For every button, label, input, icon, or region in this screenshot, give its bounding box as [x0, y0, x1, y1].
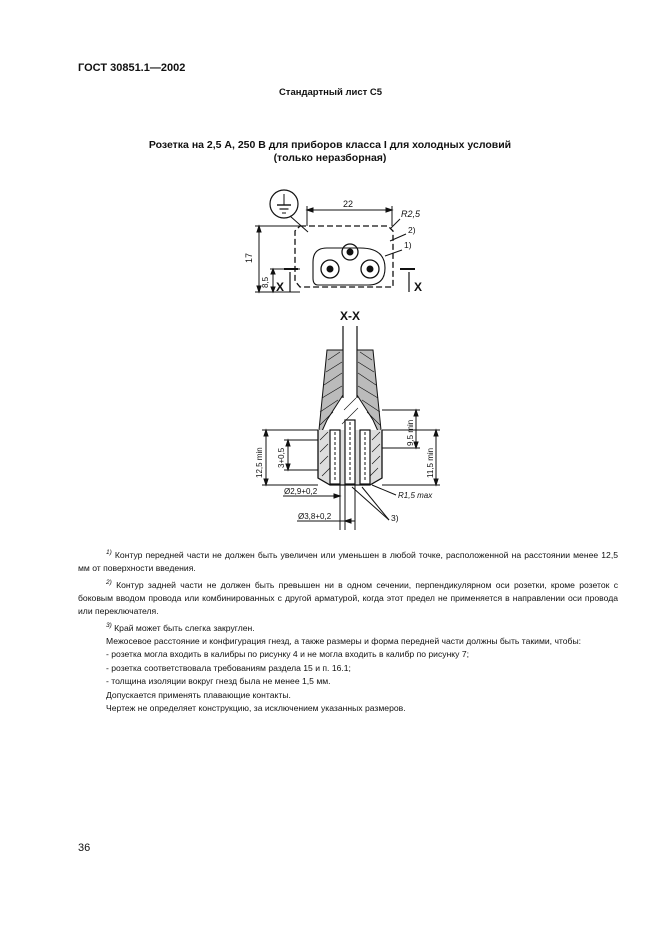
section-radius: R1,5 max: [398, 491, 433, 500]
sheet-label: Стандартный лист С5: [278, 87, 383, 98]
dim-pin-depth: 3+0,5: [277, 447, 286, 468]
dim-outer: Ø3,8+0,2: [298, 512, 332, 521]
section-mark-right: X: [414, 280, 423, 294]
top-view: [244, 190, 422, 294]
page-number: 36: [78, 842, 91, 854]
section-view: [255, 309, 440, 530]
notes-block: [78, 546, 618, 715]
dim-side: 11,5 min: [426, 447, 435, 478]
note-3-label: 3): [391, 513, 399, 523]
radius-label: R2,5: [401, 209, 421, 219]
list-item: - толщина изоляции вокруг гнезд была не менее 1,5 мм.: [106, 676, 331, 687]
dim-width: 22: [342, 199, 354, 209]
footnote-3: $^{3)}$ Край может быть слегка закруглен.: [106, 621, 255, 633]
floating-contacts-paragraph: Допускается применять плавающие контакты.: [106, 689, 291, 700]
title-line-1: Розетка на 2,5 А, 250 В для приборов класса I для холодных условий: [148, 139, 512, 151]
note-2-label: 2): [408, 225, 416, 235]
list-item: - розетка соответствовала требованиям раздела 15 и п. 16.1;: [106, 662, 351, 673]
standard-designation: ГОСТ 30851.1—2002: [78, 62, 186, 74]
list-item: - розетка могла входить в калибры по рисунку 4 и не могла входить в калибр по рисунку 7;: [106, 649, 470, 660]
footnote-1: $^{1)}$ Контур передней части не должен быть увеличен или уменьшен в любой точке, расположенной на расстоянии менее 12,5 мм от поверхности введения.: [78, 549, 618, 574]
dim-top: 9,5 min: [406, 419, 415, 446]
requirements-paragraph: Межосевое расстояние и конфигурация гнезд, а также размеры и форма передней части должны быть такими, чтобы:: [106, 636, 582, 647]
section-mark-left: X: [276, 280, 285, 294]
section-label: X-X: [339, 309, 361, 323]
dim-depth-total: 12,5 min: [255, 447, 264, 478]
construction-paragraph: Чертеж не определяет конструкцию, за исключением указанных размеров.: [106, 703, 406, 714]
footnote-2: $^{2)}$ Контур задней части не должен быть превышен ни в одном сечении, перпендикулярном оси розетки, кроме розеток с боковым вводом провода или комбинированных с другой арматурой, когда этот предел не применяется в направлении оси провода или переключателя.: [78, 578, 618, 617]
dim-height: 17: [244, 252, 254, 263]
title-line-2: (только неразборная): [273, 152, 387, 164]
note-1-label: 1): [404, 240, 412, 250]
dim-half-height: 8,5: [261, 276, 270, 288]
dim-hole: Ø2,9+0,2: [284, 487, 318, 496]
